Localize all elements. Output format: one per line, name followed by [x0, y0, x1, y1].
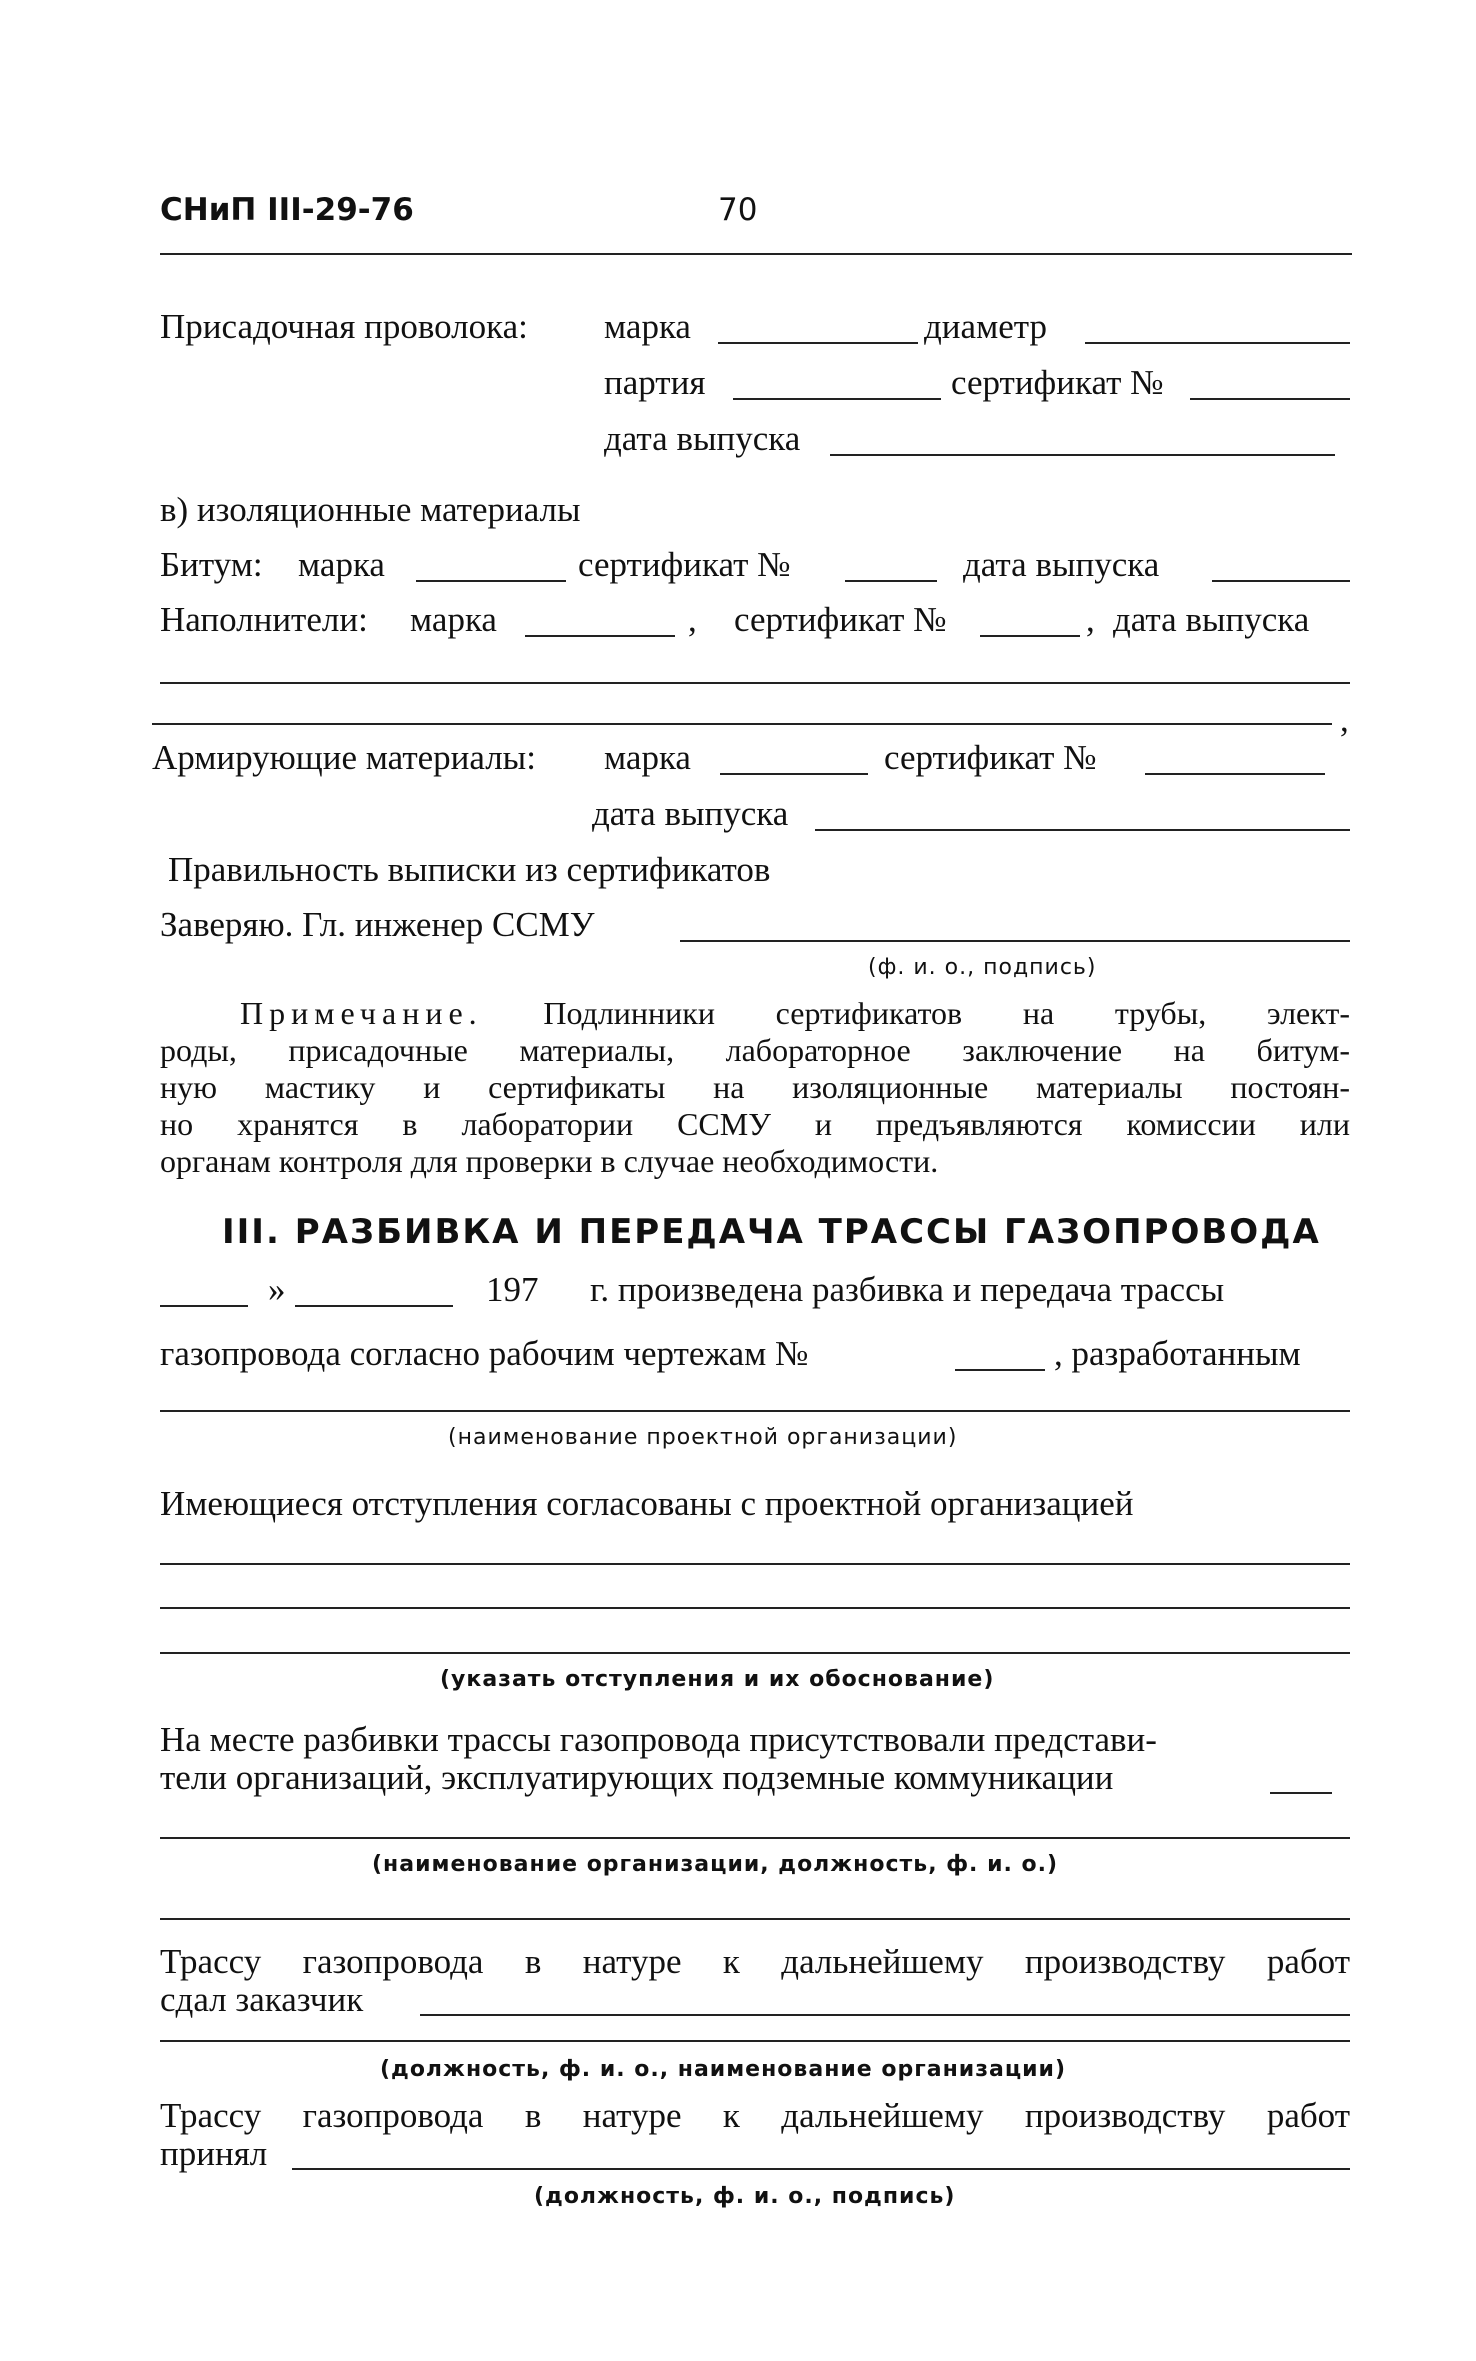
bitumen-certificate-blank[interactable] [845, 580, 937, 582]
fillers-trailing-comma: , [1340, 700, 1349, 739]
fillers-issue-date-label: дата выпуска [1113, 600, 1310, 639]
accepted-blank[interactable] [292, 2168, 1350, 2170]
accepted-line-2: принял [160, 2134, 268, 2173]
certify-chief-engineer: Заверяю. Гл. инженер ССМУ [160, 905, 595, 944]
reinforcing-label: Армирующие материалы: [152, 738, 536, 777]
bitumen-grade-blank[interactable] [416, 580, 566, 582]
fillers-continuation-line-2[interactable] [152, 723, 1332, 725]
certify-signature-blank[interactable] [680, 940, 1350, 942]
fillers-label: Наполнители: [160, 600, 368, 639]
insulation-heading: в) изоляционные материалы [160, 490, 581, 529]
filler-wire-batch-label: партия [604, 363, 706, 402]
note-line-4: но хранятся в лаборатории ССМУ и предъявляются комиссии или [160, 1106, 1350, 1142]
reinforcing-issue-date-label: дата выпуска [592, 794, 789, 833]
handed-over-blank-2[interactable] [160, 2040, 1350, 2042]
bitumen-grade-label: марка [298, 545, 385, 584]
note-block [160, 995, 1350, 1180]
project-org-caption: (наименование проектной организации) [448, 1425, 958, 1450]
handed-over-line-1: Трассу газопровода в натуре к дальнейшему производству работ [160, 1942, 1350, 1981]
filler-wire-certificate-blank[interactable] [1190, 398, 1350, 400]
handed-over-line-2: сдал заказчик [160, 1980, 364, 2019]
bitumen-certificate-label: сертификат № [578, 545, 791, 584]
note-label: Примечание. [240, 995, 483, 1031]
accepted-line-1: Трассу газопровода в натуре к дальнейшему производству работ [160, 2096, 1350, 2135]
filler-wire-diameter-label: диаметр [924, 307, 1047, 346]
date-month-blank[interactable] [295, 1305, 453, 1307]
fillers-comma-1: , [688, 600, 697, 639]
filler-wire-grade-blank[interactable] [718, 342, 918, 344]
present-orgs-caption: (наименование организации, должность, ф. и. о.) [372, 1852, 1059, 1877]
filler-wire-issue-date-blank[interactable] [830, 454, 1335, 456]
bitumen-issue-date-label: дата выпуска [963, 545, 1160, 584]
fillers-comma-2: , [1086, 600, 1095, 639]
date-quote: » [268, 1270, 286, 1309]
filler-wire-issue-date-label: дата выпуска [604, 419, 801, 458]
page-number: 70 [718, 192, 758, 228]
date-day-blank[interactable] [160, 1305, 248, 1307]
reinforcing-grade-label: марка [604, 738, 691, 777]
reinforcing-issue-date-blank[interactable] [815, 829, 1350, 831]
deviations-blank-3[interactable] [160, 1652, 1350, 1654]
present-orgs-blank-2[interactable] [160, 1918, 1350, 1920]
handed-over-blank[interactable] [420, 2014, 1350, 2016]
bitumen-issue-date-blank[interactable] [1212, 580, 1350, 582]
bitumen-label: Битум: [160, 545, 263, 584]
present-orgs-blank[interactable] [160, 1837, 1350, 1839]
note-line-1: Подлинники сертификатов на трубы, элект- [543, 995, 1351, 1031]
reinforcing-certificate-blank[interactable] [1145, 773, 1325, 775]
certify-caption: (ф. и. о., подпись) [868, 955, 1097, 980]
note-line-5: органам контроля для проверки в случае необходимости. [160, 1143, 939, 1179]
correctness-statement: Правильность выписки из сертификатов [168, 850, 771, 889]
fillers-continuation-line-1[interactable] [160, 682, 1350, 684]
note-line-2: роды, присадочные материалы, лабораторное заключение на битум- [160, 1032, 1350, 1068]
present-line-2: тели организаций, эксплуатирующих подземные коммуникации [160, 1758, 1114, 1797]
filler-wire-grade-label: марка [604, 307, 691, 346]
present-inline-blank[interactable] [1270, 1792, 1332, 1794]
drawings-number-blank[interactable] [955, 1369, 1045, 1371]
date-year: 197 [486, 1270, 539, 1309]
fillers-grade-label: марка [410, 600, 497, 639]
filler-wire-diameter-blank[interactable] [1085, 342, 1350, 344]
header-rule [160, 253, 1352, 255]
reinforcing-certificate-label: сертификат № [884, 738, 1097, 777]
present-line-1: На месте разбивки трассы газопровода присутствовали представи- [160, 1720, 1157, 1759]
deviations-caption: (указать отступления и их обоснование) [440, 1667, 995, 1692]
drawings-text: газопровода согласно рабочим чертежам № [160, 1334, 809, 1373]
fillers-certificate-blank[interactable] [980, 635, 1080, 637]
handed-over-caption: (должность, ф. и. о., наименование организации) [380, 2057, 1067, 2082]
deviations-blank-1[interactable] [160, 1563, 1350, 1565]
developed-by-text: , разработанным [1054, 1334, 1301, 1373]
project-org-blank[interactable] [160, 1410, 1350, 1412]
deviations-statement: Имеющиеся отступления согласованы с проектной организацией [160, 1484, 1134, 1523]
layout-performed-text: г. произведена разбивка и передача трассы [590, 1270, 1225, 1309]
reinforcing-grade-blank[interactable] [720, 773, 868, 775]
deviations-blank-2[interactable] [160, 1607, 1350, 1609]
filler-wire-certificate-label: сертификат № [951, 363, 1164, 402]
note-line-3: ную мастику и сертификаты на изоляционные материалы постоян- [160, 1069, 1350, 1105]
filler-wire-label: Присадочная проволока: [160, 307, 528, 346]
accepted-caption: (должность, ф. и. о., подпись) [534, 2184, 956, 2209]
fillers-certificate-label: сертификат № [734, 600, 947, 639]
section-3-title: III. РАЗБИВКА И ПЕРЕДАЧА ТРАССЫ ГАЗОПРОВОДА [222, 1212, 1321, 1252]
filler-wire-batch-blank[interactable] [733, 398, 941, 400]
document-code: СНиП III-29-76 [160, 192, 414, 228]
fillers-grade-blank[interactable] [525, 635, 675, 637]
